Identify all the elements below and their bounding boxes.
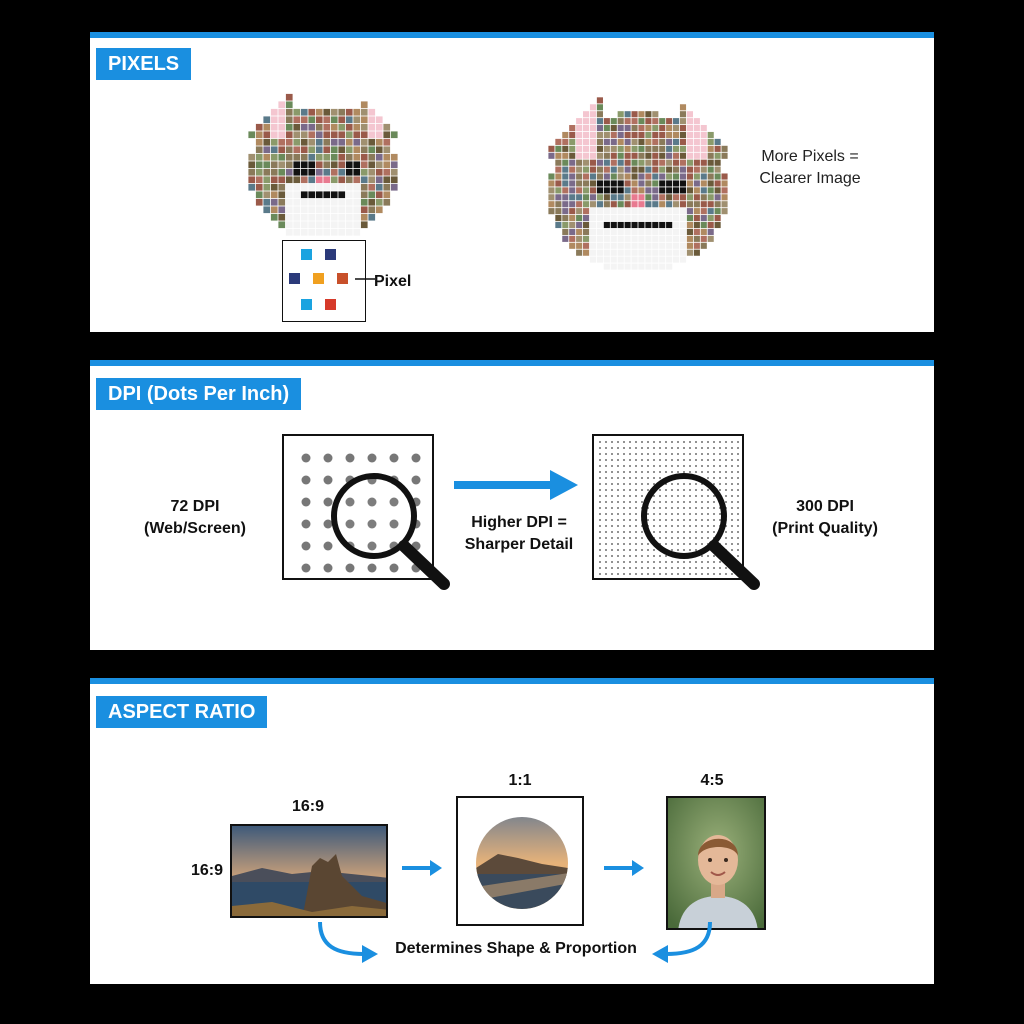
dpi-arrow-caption — [444, 512, 594, 556]
pixels-section-label: PIXELS — [96, 48, 191, 80]
pixel-pointer-line — [355, 274, 375, 284]
pixel-label: Pixel — [374, 273, 412, 290]
pixel-square — [301, 249, 312, 260]
arrow-icon-2 — [604, 860, 644, 876]
clarity-caption — [740, 146, 880, 190]
portrait-ratio: 4:5 — [700, 772, 724, 789]
dpi-panel — [90, 360, 934, 650]
pixel-square — [289, 273, 300, 284]
pixel-square — [325, 299, 336, 310]
pixel-cat-small — [248, 86, 398, 236]
low-dpi-value: 72 DPI — [170, 498, 220, 515]
high-dpi-note: (Print Quality) — [772, 520, 878, 537]
pixel-square — [337, 273, 348, 284]
pixel-square — [325, 249, 336, 260]
square-image-1-1 — [456, 796, 584, 926]
wide-ratio-top: 16:9 — [291, 798, 325, 815]
low-dpi-text — [120, 496, 270, 540]
dpi-section-label: DPI (Dots Per Inch) — [96, 378, 301, 410]
arrow-icon-1 — [402, 860, 442, 876]
pixel-square — [301, 299, 312, 310]
high-dpi-value: 300 DPI — [796, 498, 854, 515]
pixel-zoom-box — [282, 240, 366, 322]
portrait-image-4-5 — [666, 796, 766, 930]
pixels-panel — [90, 32, 934, 332]
landscape-image-16-9 — [230, 824, 388, 918]
square-ratio: 1:1 — [508, 772, 532, 789]
curved-arrow-right — [650, 920, 720, 970]
wide-ratio-side: 16:9 — [190, 862, 224, 879]
high-dpi-text — [750, 496, 900, 540]
pixel-cat-large — [548, 90, 732, 270]
arrow-icon — [454, 470, 580, 500]
pixel-square — [313, 273, 324, 284]
aspect-footer: Determines Shape & Proportion — [395, 940, 637, 957]
clarity-caption-line1: More Pixels = — [761, 148, 859, 165]
aspect-section-label: ASPECT RATIO — [96, 696, 267, 728]
clarity-caption-line2: Clearer Image — [759, 170, 861, 187]
dpi-arrow-line2: Sharper Detail — [464, 536, 574, 553]
low-dpi-note: (Web/Screen) — [144, 520, 246, 537]
aspect-panel — [90, 678, 934, 984]
dpi-arrow-line1: Higher DPI = — [471, 514, 567, 531]
